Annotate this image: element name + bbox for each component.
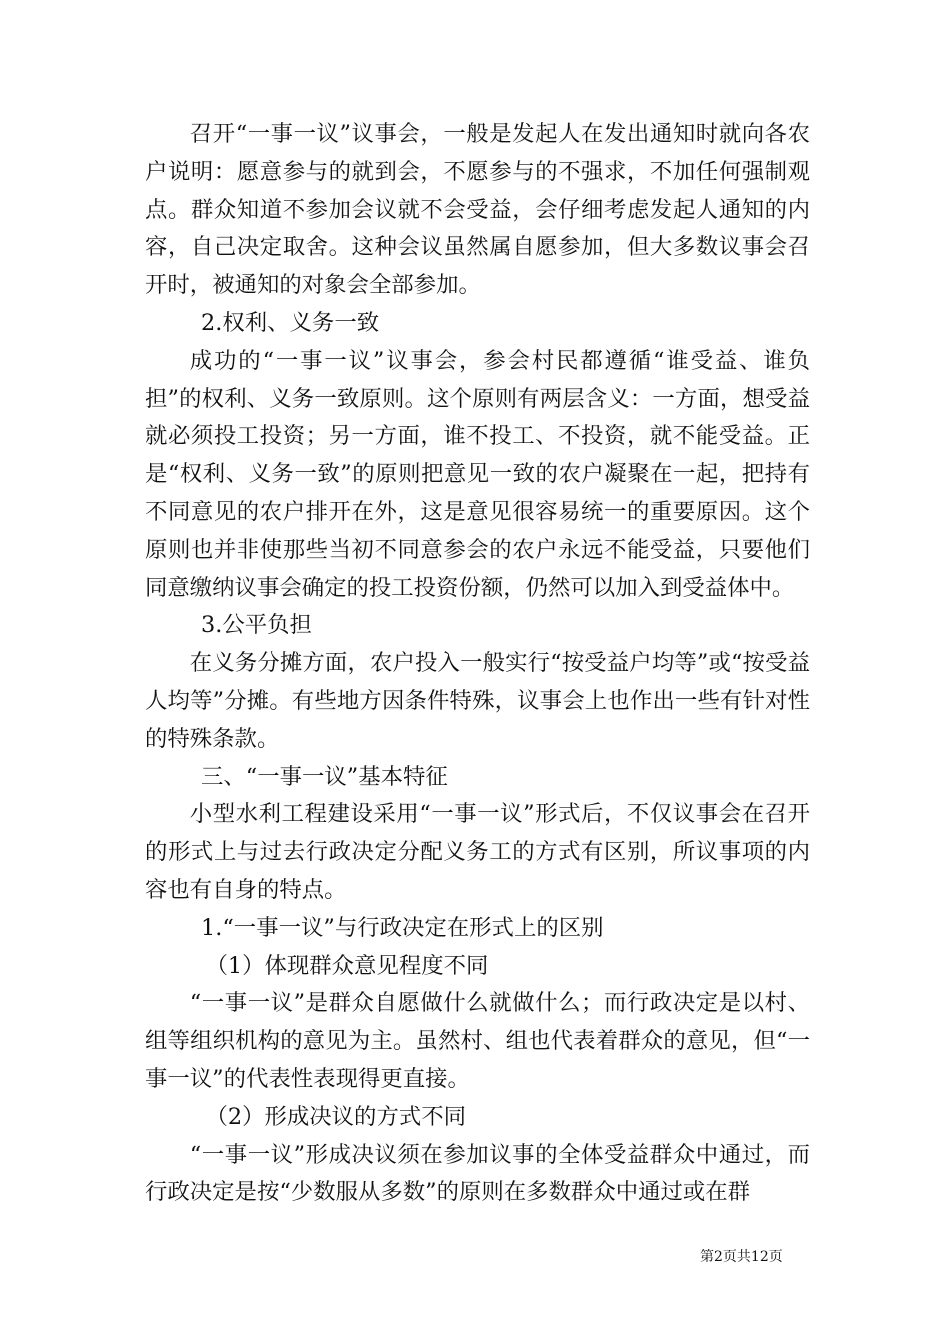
- heading-fair-burden: 3.公平负担: [201, 612, 312, 639]
- paragraph-fair-burden: 在义务分摊方面，农户投入一般实行“按受益户均等”或“按受益人均等”分摊。有些地方因条件特殊，议事会上也作出一些有针对性的特殊条款。: [145, 650, 810, 752]
- page-number: 第2页共12页: [700, 1249, 783, 1265]
- heading-opinion-degree: （1）体现群众意见程度不同: [205, 952, 489, 979]
- heading-resolution-method: （2）形成决议的方式不同: [205, 1103, 467, 1130]
- paragraph-opinion-degree: “一事一议”是群众自愿做什么就做什么；而行政决定是以村、组等组织机构的意见为主。虽然村、组也代表着群众的意见，但“一事一议”的代表性表现得更直接。: [145, 990, 810, 1092]
- heading-basic-features: 三、“一事一议”基本特征: [201, 763, 448, 790]
- paragraph-resolution-method: “一事一议”形成决议须在参加议事的全体受益群众中通过，而行政决定是按“少数服从多数”的原则在多数群众中通过或在群: [145, 1141, 810, 1206]
- heading-rights-obligations: 2.权利、义务一致: [201, 309, 380, 336]
- page-footer: [0, 1246, 950, 1266]
- document-body: [145, 116, 810, 1212]
- paragraph-rights-obligations: 成功的“一事一议”议事会，参会村民都遵循“谁受益、谁负担”的权利、义务一致原则。这个原则有两层含义：一方面，想受益就必须投工投资；另一方面，谁不投工、不投资，就不能受益。正是“权利、义务一致”的原则把意见一致的农户凝聚在一起，把持有不同意见的农户排开在外，这是意见很容易统一的重要原因。这个原则也并非使那些当初不同意参会的农户永远不能受益，只要他们同意缴纳议事会确定的投工投资份额，仍然可以加入到受益体中。: [145, 347, 810, 601]
- paragraph-basic-features: 小型水利工程建设采用“一事一议”形式后，不仅议事会在召开的形式上与过去行政决定分配义务工的方式有区别，所议事项的内容也有自身的特点。: [145, 801, 810, 903]
- paragraph-meeting-notice: 召开“一事一议”议事会，一般是发起人在发出通知时就向各农户说明：愿意参与的就到会，不愿参与的不强求，不加任何强制观点。群众知道不参加会议就不会受益，会仔细考虑发起人通知的内容，自己决定取舍。这种会议虽然属自愿参加，但大多数议事会召开时，被通知的对象会全部参加。: [145, 121, 810, 299]
- heading-form-difference: 1.“一事一议”与行政决定在形式上的区别: [201, 914, 604, 941]
